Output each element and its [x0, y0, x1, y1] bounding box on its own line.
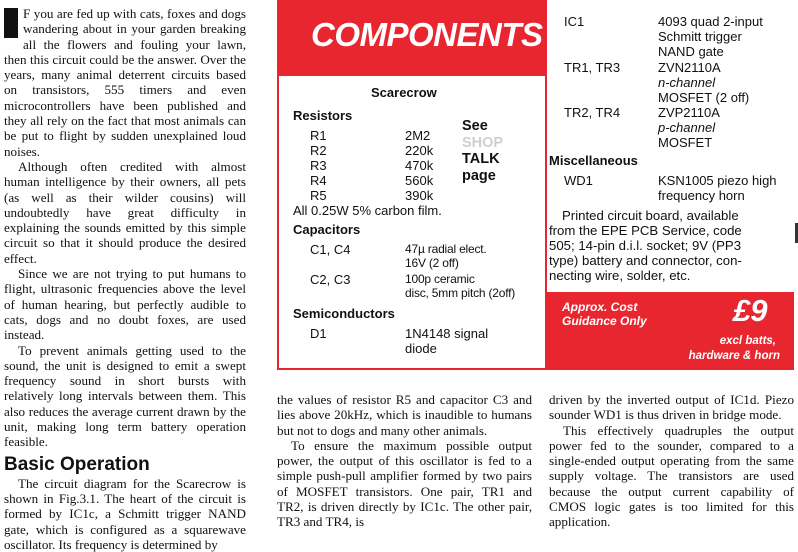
resistor-ref: R5	[310, 188, 327, 203]
transistor-desc: n-channel	[658, 75, 716, 90]
resistors-heading: Resistors	[293, 108, 353, 123]
transistor-desc: p-channel	[658, 120, 716, 135]
see-label: See	[462, 118, 488, 134]
capacitor-desc: disc, 5mm pitch (2off)	[405, 286, 516, 300]
pcb-note: 505; 14-pin d.i.l. socket; 9V (PP3	[549, 238, 742, 253]
ic-desc: NAND gate	[658, 44, 724, 59]
section-heading: Basic Operation	[4, 453, 150, 475]
page-label: page	[462, 168, 496, 184]
drop-cap	[4, 8, 18, 38]
right-column	[549, 392, 794, 530]
ic-desc: Schmitt trigger	[658, 29, 742, 44]
components-banner-title: COMPONENTS	[311, 16, 543, 53]
resistor-value: 2M2	[405, 128, 431, 143]
sounder-ref: WD1	[564, 173, 593, 188]
talk-label: TALK	[462, 151, 500, 167]
resistor-ref: R2	[310, 143, 327, 158]
sounder-desc: KSN1005 piezo high	[658, 173, 777, 188]
transistor-desc: MOSFET (2 off)	[658, 90, 750, 105]
components-box	[277, 0, 794, 370]
pcb-note: necting wire, solder, etc.	[549, 268, 691, 283]
resistor-value: 220k	[405, 143, 434, 158]
transistor-desc: ZVP2110A	[658, 105, 720, 120]
cost-label: Approx. Cost	[562, 300, 638, 314]
cost-guidance-box	[547, 292, 794, 370]
resistor-value: 390k	[405, 188, 434, 203]
capacitor-desc: 100p ceramic	[405, 272, 475, 286]
diode-desc: diode	[405, 341, 437, 356]
body-paragraph-6: the values of resistor R5 and capacitor C3 and lies above 20kHz, which is inaudible to humans but not to dogs and many other animals.	[277, 392, 532, 438]
transistor-ref: TR1, TR3	[564, 60, 621, 75]
pcb-note: type) battery and connector, con-	[549, 253, 742, 268]
cost-label: Guidance Only	[562, 314, 647, 328]
resistor-value: 560k	[405, 173, 434, 188]
capacitor-ref: C2, C3	[310, 272, 351, 287]
project-title: Scarecrow	[371, 85, 437, 100]
capacitor-desc: 16V (2 off)	[405, 256, 459, 270]
left-column	[4, 6, 246, 552]
capacitors-heading: Capacitors	[293, 222, 361, 237]
components-list-panel	[277, 76, 547, 370]
components-list-continued	[547, 0, 794, 292]
transistor-desc: MOSFET	[658, 135, 713, 150]
resistor-ref: R1	[310, 128, 327, 143]
ic-ref: IC1	[564, 14, 585, 29]
body-paragraph-5: The circuit diagram for the Scarecrow is shown in Fig.3.1. The heart of the circuit is formed by IC1c, a Schmitt trigger NAND gate, which is configured as a squarewave oscillator. Its frequency is determined by	[4, 475, 246, 552]
resistor-note: All 0.25W 5% carbon film.	[293, 203, 442, 218]
cost-exclusions: excl batts,	[719, 335, 776, 347]
middle-column	[277, 392, 532, 530]
resistor-ref: R3	[310, 158, 327, 173]
shop-label: SHOP	[462, 135, 504, 151]
body-paragraph-4: To prevent animals getting used to the sound, the unit is designed to emit a swept frequency sound in short bursts with relatively long intervals between them. This also reduces the average current drawn by the unit, making long term battery operation feasible.	[4, 342, 246, 450]
pcb-note: from the EPE PCB Service, code	[549, 223, 742, 238]
price: £9	[733, 293, 768, 328]
body-paragraph-7: To ensure the maximum possible output power, the output of this oscillator is fed to a simple push-pull amplifier formed by two pairs of MOSFET transistors. One pair, TR1 and TR2, is driven directly by IC1c. The other pair, TR3 and TR4, is	[277, 437, 532, 530]
pcb-note: Printed circuit board, available	[562, 208, 739, 223]
semiconductors-heading: Semiconductors	[293, 306, 395, 321]
capacitor-desc: 47µ radial elect.	[405, 242, 487, 256]
diode-desc: 1N4148 signal	[405, 326, 489, 341]
components-banner	[277, 0, 547, 76]
resistor-ref: R4	[310, 173, 327, 188]
miscellaneous-heading: Miscellaneous	[549, 153, 638, 168]
body-paragraph-2: Although often credited with almost human intelligence by their owners, all pets (as well as their wilder cousins) will undoubtedly have great difficulty in explaining the sounds emitted by this simple circuit so that it should produce the desired effect.	[4, 158, 246, 266]
body-paragraph-9: This effectively quadruples the output power fed to the sounder, compared to a single-ended output operating from the same supply voltage. The transistors are used because the output current capability of CMOS logic gates is too limited for this application.	[549, 422, 794, 530]
capacitor-ref: C1, C4	[310, 242, 351, 257]
body-paragraph-3: Since we are not trying to put humans to flight, ultrasonic frequencies above the level of human hearing, but perfectly audible to cats, dogs and no doubt foxes, are used instead.	[4, 266, 246, 343]
ic-desc: 4093 quad 2-input	[658, 14, 763, 29]
intro-paragraph: F you are fed up with cats, foxes and dogs wandering about in your garden breaking all the flowers and fouling your lawn, then this circuit could be the answer. Over the years, many animal deterrent circuits based on transistors, 555 timers and even microcontrollers have been published and they all rely on the fact that most animals can be put to flight by sudden unexplained loud noises.	[4, 6, 246, 159]
transistor-desc: ZVN2110A	[658, 60, 721, 75]
diode-ref: D1	[310, 326, 327, 341]
resistor-value: 470k	[405, 158, 434, 173]
sounder-desc: frequency horn	[658, 188, 745, 203]
body-paragraph-8: driven by the inverted output of IC1d. Piezo sounder WD1 is thus driven in bridge mode.	[549, 392, 794, 423]
transistor-ref: TR2, TR4	[564, 105, 621, 120]
cost-exclusions: hardware & horn	[688, 350, 780, 362]
